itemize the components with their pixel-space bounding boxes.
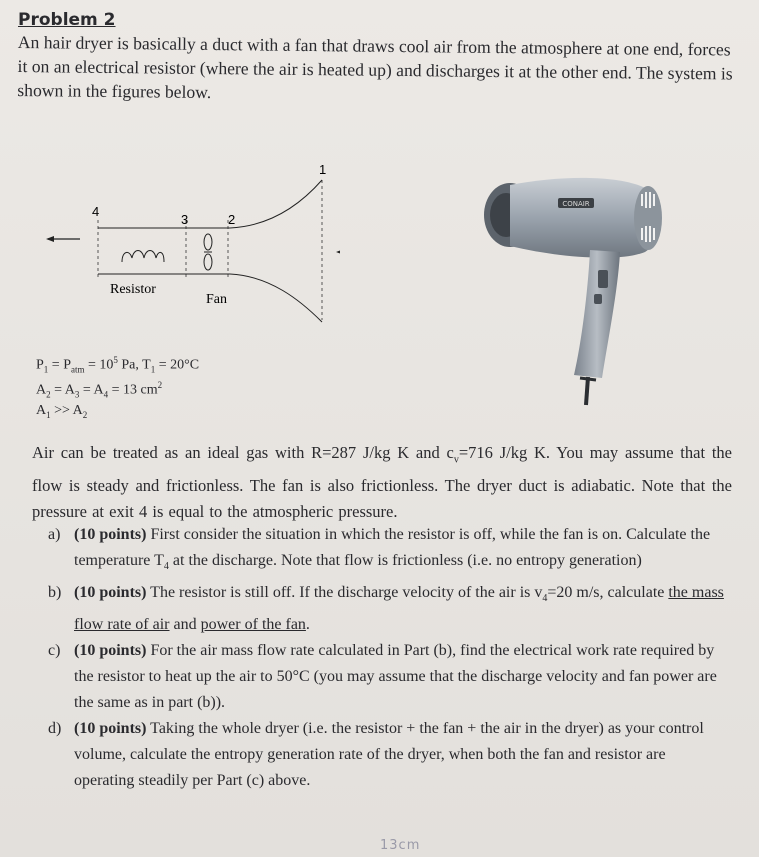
inlet-bottom-curve: [230, 274, 322, 322]
dryer-cord-guard: [580, 378, 596, 380]
station-1-label: 1: [319, 162, 327, 177]
dryer-handle: [574, 250, 620, 378]
dryer-switch: [598, 270, 608, 288]
question-c: c) (10 points) For the air mass flow rate calculated in Part (b), find the electrical work rate required by the resistor to heat up the air to 50°C (you may assume that the discharge velocity and fan power are the same as in part (b)).: [48, 642, 717, 712]
question-a: a) (10 points) First consider the situation in which the resistor is off, while the fan is on. Calculate the temperature $T_4$ at the discharge. Note that flow is frictionless (i.e. no entropy generation): [48, 526, 711, 573]
assumptions-paragraph: Air can be treated as an ideal gas with R=287 J/kg K and $c_v=716$ J/kg K. You may assume that the flow is steady and frictionless. The fan is also frictionless. The dryer duct is adiabatic. Note that the pressure at exit 4 is equal to the atmospheric pressure.: [32, 443, 732, 522]
given-line-pressure: $P_1 = P_{atm} = 10^5$ Pa, $T_1 = 20^\circ C$: [36, 355, 200, 375]
question-list: [48, 522, 728, 794]
dryer-switch-2: [594, 294, 602, 304]
question-b: b) (10 points) The resistor is still off. If the discharge velocity of the air is $v_4=20$ m/s, calculate the mass flow rate of air and power of the fan.: [48, 584, 724, 634]
station-2-label: 2: [228, 212, 236, 227]
fan-blade-bottom: [204, 254, 212, 270]
station-4-label: 4: [92, 204, 100, 219]
given-line-area-ratio: $A_1 >> A_2$: [36, 402, 88, 420]
given-line-areas: $A_2 = A_3 = A_4 = 13$ $cm^2$: [36, 380, 163, 400]
problem-title: Problem 2: [18, 10, 116, 30]
station-3-label: 3: [181, 212, 189, 227]
inlet-top-curve: [230, 180, 322, 228]
dryer-back: [634, 186, 662, 250]
fan-label: Fan: [206, 292, 227, 307]
given-values: [36, 352, 199, 423]
question-d: d) (10 points) Taking the whole dryer (i.e. the resistor + the fan + the air in the dryer) as your control volume, calculate the entropy generation rate of the dryer, when both the fan and resistor are operating steadily per Part (c) above.: [48, 720, 704, 790]
inlet-arrow-head: [336, 249, 340, 255]
intro-paragraph: An hair dryer is basically a duct with a fan that draws cool air from the atmosphere at one end, forces it on an electrical resistor (where the air is heated up) and discharges it at the other end. The system is shown in the figures below.: [17, 31, 733, 103]
resistor-coil: [122, 251, 164, 263]
duct-diagram: [40, 150, 340, 340]
dryer-cord: [586, 377, 588, 405]
exit-arrow-head: [46, 236, 54, 242]
handwritten-note: 13cm: [380, 838, 421, 853]
resistor-label: Resistor: [110, 282, 156, 297]
fan-blade-top: [204, 234, 212, 250]
hair-dryer-photo: [470, 170, 670, 415]
brand-label: CONAIR: [562, 200, 590, 208]
